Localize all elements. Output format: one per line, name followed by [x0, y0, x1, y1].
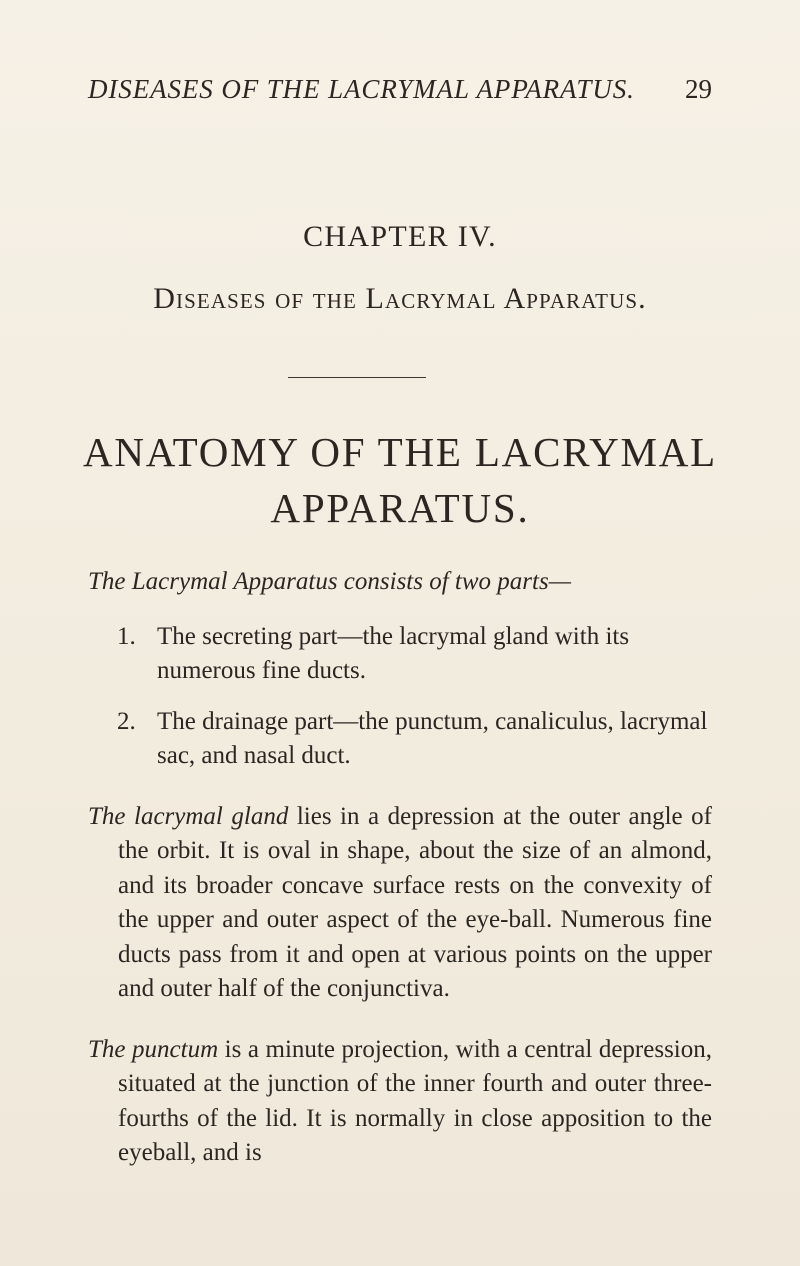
page-number: 29 — [685, 74, 712, 104]
list-item — [88, 705, 712, 774]
punctum-term: The punctum — [88, 1035, 219, 1063]
punctum-paragraph — [88, 1033, 712, 1171]
list-item-number: 1. — [117, 622, 136, 650]
page-content — [88, 565, 712, 1171]
list-item — [88, 620, 712, 689]
lacrymal-gland-description: lies in a depression at the outer angle of the orbit. It is oval in shape, about the size of an almond, and its broader concave surface rests on the convexity of the upper and outer aspect of the eye-ball. Numerous fine ducts pass from it and open at various points on the upper and outer half of the conjunctiva. — [118, 802, 712, 1002]
list-item-text: The drainage part—the punctum, canaliculus, lacrymal sac, and nasal duct. — [157, 707, 708, 769]
punctum-description: is a minute projection, with a central depression, situated at the junction of the inner fourth and outer three-fourths of the lid. It is normally in close apposition to the eyeball, and is — [118, 1035, 712, 1166]
intro-text: The Lacrymal Apparatus consists of two parts— — [88, 568, 571, 595]
chapter-label: CHAPTER IV. — [303, 220, 497, 253]
list-item-text: The secreting part—the lacrymal gland with its numerous fine ducts. — [157, 622, 630, 684]
section-title-line-1: ANATOMY OF THE LACRYMAL — [82, 429, 718, 475]
section-title — [0, 424, 800, 536]
lacrymal-gland-paragraph — [88, 800, 712, 1007]
chapter-title: Diseases of the Lacrymal Apparatus. — [153, 282, 647, 315]
list-item-number: 2. — [117, 707, 136, 735]
section-title-line-2: APPARATUS. — [270, 485, 530, 531]
running-head — [88, 74, 712, 114]
section-divider — [288, 377, 426, 378]
lacrymal-gland-term: The lacrymal gland — [88, 802, 289, 830]
running-head-title: DISEASES OF THE LACRYMAL APPARATUS. — [88, 74, 635, 104]
